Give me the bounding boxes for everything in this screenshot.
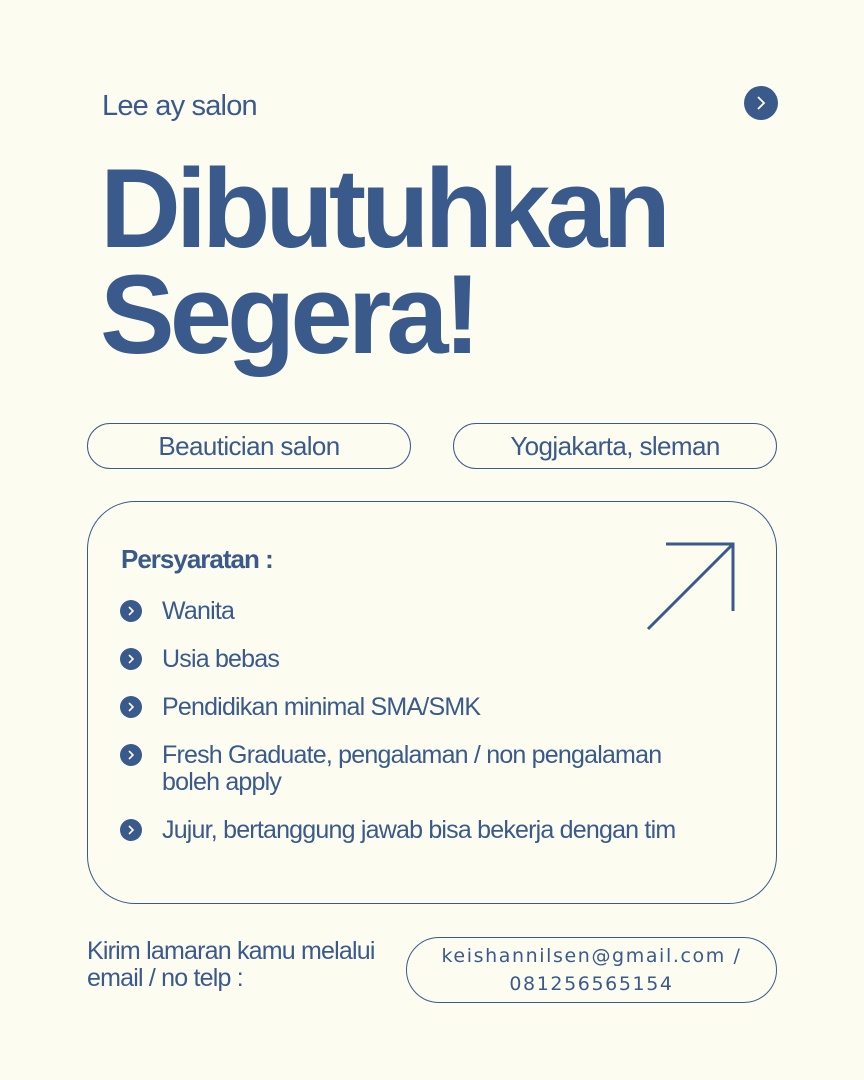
- requirements-title: Persyaratan :: [121, 544, 273, 574]
- list-item-text: Pendidikan minimal SMA/SMK: [162, 693, 481, 721]
- chevron-right-icon: [120, 696, 142, 718]
- list-item: [120, 817, 680, 844]
- role-pill: Beautician salon: [87, 423, 411, 469]
- headline: [100, 146, 666, 377]
- contact-pill[interactable]: [406, 937, 777, 1003]
- chevron-right-icon: [120, 819, 142, 841]
- list-item: [120, 694, 680, 721]
- list-item-text: Fresh Graduate, pengalaman / non pengalaman boleh apply: [162, 741, 662, 796]
- chevron-right-icon: [120, 744, 142, 766]
- chevron-right-icon: [120, 648, 142, 670]
- requirements-card: [87, 501, 777, 904]
- headline-line-2: Segera!: [100, 252, 476, 377]
- chevron-right-icon: [754, 95, 768, 111]
- contact-phone[interactable]: 081256565154: [509, 973, 674, 995]
- next-button[interactable]: [744, 86, 778, 120]
- list-item: [120, 742, 680, 796]
- list-item-text: Usia bebas: [162, 645, 280, 673]
- list-item-text: Wanita: [162, 597, 235, 625]
- headline-line-1: Dibutuhkan: [100, 146, 666, 271]
- brand-name: Lee ay salon: [102, 90, 257, 122]
- list-item: [120, 646, 680, 673]
- list-item: [120, 598, 680, 625]
- contact-email[interactable]: keishannilsen@gmail.com /: [441, 945, 742, 967]
- apply-note: Kirim lamaran kamu melalui email / no telp :: [87, 937, 375, 992]
- requirements-list: [120, 598, 680, 865]
- location-pill: Yogjakarta, sleman: [453, 423, 777, 469]
- list-item-text: Jujur, bertanggung jawab bisa bekerja dengan tim: [162, 816, 676, 844]
- chevron-right-icon: [120, 600, 142, 622]
